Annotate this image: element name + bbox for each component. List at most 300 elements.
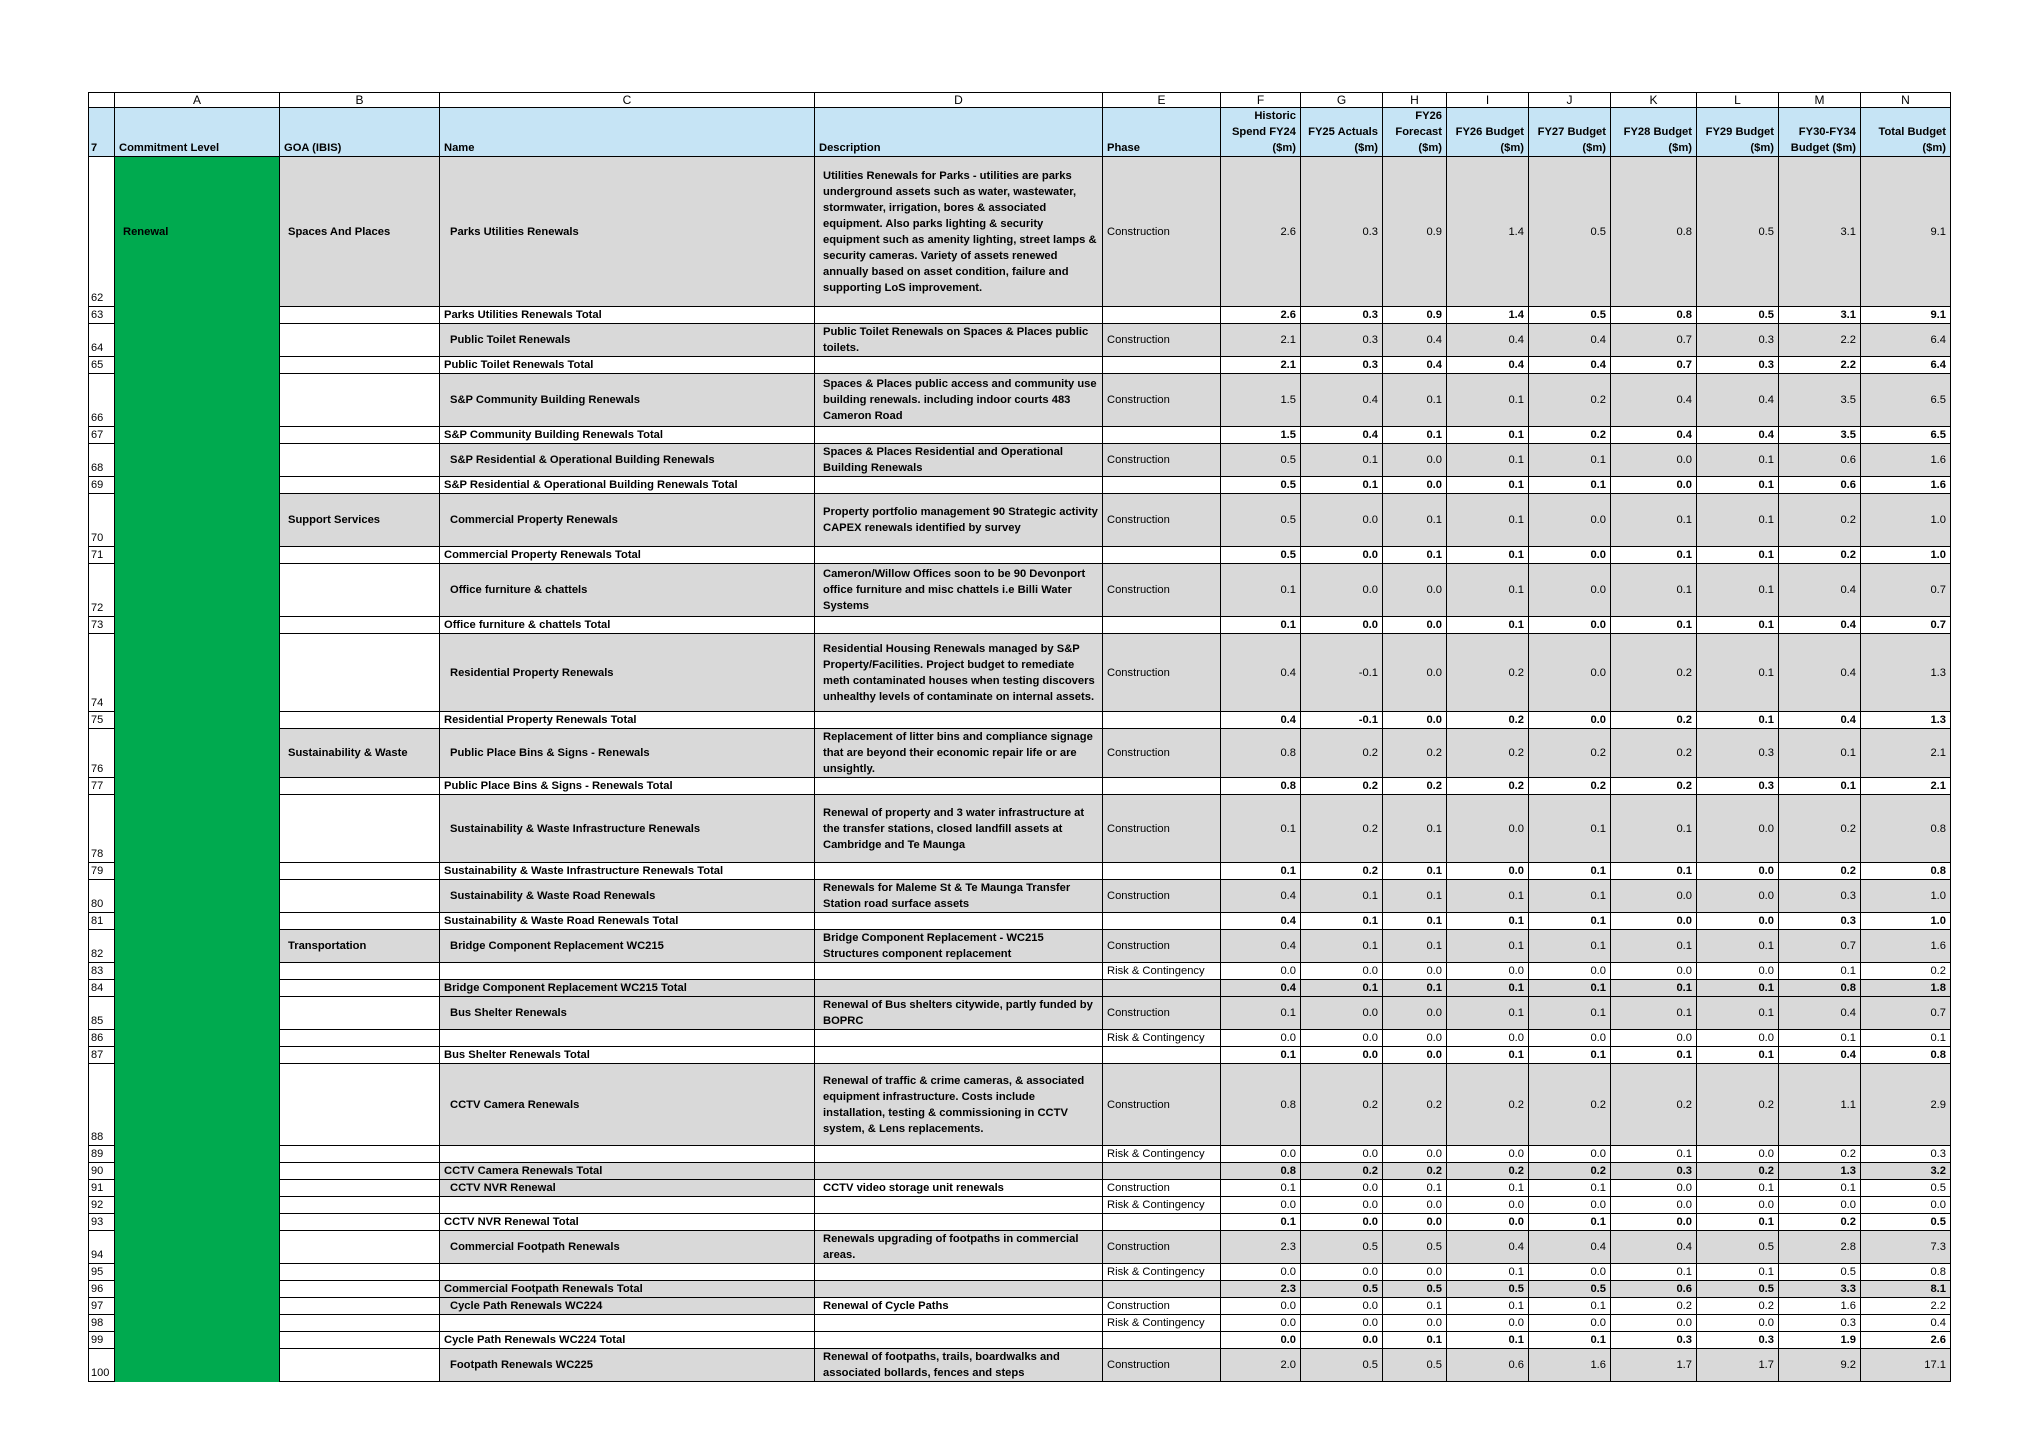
goa-cell[interactable] [280, 880, 440, 913]
value-cell[interactable]: 0.0 [1221, 1315, 1301, 1332]
value-cell[interactable]: 0.4 [1221, 880, 1301, 913]
row-number[interactable]: 65 [89, 357, 115, 374]
phase-cell[interactable] [1103, 778, 1221, 795]
row-number[interactable]: 87 [89, 1047, 115, 1064]
value-cell[interactable]: 0.4 [1221, 930, 1301, 963]
name-cell[interactable]: Bridge Component Replacement WC215 Total [440, 980, 815, 997]
value-cell[interactable]: 0.5 [1301, 1281, 1383, 1298]
goa-cell[interactable] [280, 863, 440, 880]
value-cell[interactable]: 0.1 [1611, 795, 1697, 863]
row-number[interactable]: 85 [89, 997, 115, 1030]
phase-cell[interactable] [1103, 1047, 1221, 1064]
phase-cell[interactable]: Construction [1103, 374, 1221, 427]
header-cell[interactable]: FY29 Budget ($m) [1697, 108, 1779, 157]
name-cell[interactable] [440, 1197, 815, 1214]
phase-cell[interactable]: Construction [1103, 1349, 1221, 1382]
commitment-level-cell[interactable] [115, 307, 280, 324]
name-cell[interactable]: S&P Community Building Renewals [440, 374, 815, 427]
row-number[interactable]: 75 [89, 712, 115, 729]
value-cell[interactable]: 0.0 [1301, 1315, 1383, 1332]
phase-cell[interactable]: Construction [1103, 1231, 1221, 1264]
value-cell[interactable]: 0.1 [1611, 564, 1697, 617]
value-cell[interactable]: 0.0 [1611, 444, 1697, 477]
value-cell[interactable]: 0.2 [1611, 1298, 1697, 1315]
value-cell[interactable]: 0.1 [1301, 913, 1383, 930]
value-cell[interactable]: 0.0 [1447, 1214, 1529, 1231]
description-cell[interactable] [815, 357, 1103, 374]
value-cell[interactable]: 0.2 [1611, 712, 1697, 729]
value-cell[interactable]: 0.1 [1529, 477, 1611, 494]
value-cell[interactable]: 0.0 [1383, 1315, 1447, 1332]
goa-cell[interactable] [280, 1064, 440, 1146]
value-cell[interactable]: 0.0 [1861, 1197, 1951, 1214]
goa-cell[interactable]: Spaces And Places [280, 157, 440, 307]
value-cell[interactable]: 0.0 [1697, 880, 1779, 913]
value-cell[interactable]: 0.6 [1447, 1349, 1529, 1382]
value-cell[interactable]: 0.0 [1529, 1315, 1611, 1332]
row-number[interactable]: 84 [89, 980, 115, 997]
value-cell[interactable]: 0.1 [1383, 795, 1447, 863]
value-cell[interactable]: 0.8 [1221, 778, 1301, 795]
name-cell[interactable] [440, 963, 815, 980]
value-cell[interactable]: 0.2 [1301, 1163, 1383, 1180]
value-cell[interactable]: 0.4 [1529, 357, 1611, 374]
goa-cell[interactable] [280, 564, 440, 617]
value-cell[interactable]: 0.1 [1611, 980, 1697, 997]
value-cell[interactable]: 0.1 [1529, 863, 1611, 880]
value-cell[interactable]: 0.3 [1779, 913, 1861, 930]
commitment-level-cell[interactable] [115, 564, 280, 617]
value-cell[interactable]: 2.1 [1861, 729, 1951, 778]
header-cell[interactable]: GOA (IBIS) [280, 108, 440, 157]
name-cell[interactable]: CCTV Camera Renewals Total [440, 1163, 815, 1180]
value-cell[interactable]: 0.4 [1861, 1315, 1951, 1332]
value-cell[interactable]: 0.6 [1779, 477, 1861, 494]
row-number[interactable]: 89 [89, 1146, 115, 1163]
value-cell[interactable]: 0.0 [1697, 1146, 1779, 1163]
value-cell[interactable]: 0.0 [1447, 1030, 1529, 1047]
value-cell[interactable]: 2.8 [1779, 1231, 1861, 1264]
row-number[interactable]: 77 [89, 778, 115, 795]
name-cell[interactable]: Bridge Component Replacement WC215 [440, 930, 815, 963]
value-cell[interactable]: 0.0 [1301, 564, 1383, 617]
value-cell[interactable]: 0.4 [1779, 1047, 1861, 1064]
value-cell[interactable]: 0.1 [1697, 477, 1779, 494]
value-cell[interactable]: 0.0 [1301, 547, 1383, 564]
value-cell[interactable]: 9.1 [1861, 157, 1951, 307]
value-cell[interactable]: 0.0 [1447, 863, 1529, 880]
value-cell[interactable]: 0.1 [1611, 547, 1697, 564]
value-cell[interactable]: 0.2 [1779, 795, 1861, 863]
value-cell[interactable]: 0.1 [1529, 444, 1611, 477]
row-number[interactable]: 73 [89, 617, 115, 634]
header-cell[interactable]: Commitment Level [115, 108, 280, 157]
value-cell[interactable]: 1.6 [1861, 444, 1951, 477]
value-cell[interactable]: 0.2 [1529, 778, 1611, 795]
phase-cell[interactable] [1103, 357, 1221, 374]
value-cell[interactable]: 0.0 [1529, 1264, 1611, 1281]
value-cell[interactable]: 0.5 [1697, 1231, 1779, 1264]
description-cell[interactable] [815, 1281, 1103, 1298]
value-cell[interactable]: 0.1 [1529, 1298, 1611, 1315]
header-cell[interactable]: FY30-FY34 Budget ($m) [1779, 108, 1861, 157]
value-cell[interactable]: 0.4 [1697, 374, 1779, 427]
value-cell[interactable]: 0.1 [1447, 997, 1529, 1030]
value-cell[interactable]: 1.6 [1861, 930, 1951, 963]
value-cell[interactable]: 0.1 [1383, 1332, 1447, 1349]
row-number[interactable]: 64 [89, 324, 115, 357]
column-header-j[interactable]: J [1529, 93, 1611, 108]
value-cell[interactable]: 0.1 [1383, 494, 1447, 547]
goa-cell[interactable] [280, 1231, 440, 1264]
column-header-l[interactable]: L [1697, 93, 1779, 108]
value-cell[interactable]: 0.2 [1447, 1064, 1529, 1146]
value-cell[interactable]: 0.2 [1697, 1064, 1779, 1146]
value-cell[interactable]: 0.0 [1529, 564, 1611, 617]
description-cell[interactable]: Property portfolio management 90 Strategic activity CAPEX renewals identified by survey [815, 494, 1103, 547]
value-cell[interactable]: 6.5 [1861, 374, 1951, 427]
value-cell[interactable]: 0.1 [1529, 1332, 1611, 1349]
value-cell[interactable]: 2.1 [1221, 324, 1301, 357]
value-cell[interactable]: 0.2 [1447, 1163, 1529, 1180]
value-cell[interactable]: 0.2 [1383, 1064, 1447, 1146]
value-cell[interactable]: 0.5 [1529, 157, 1611, 307]
value-cell[interactable]: 0.7 [1861, 617, 1951, 634]
value-cell[interactable]: 0.7 [1779, 930, 1861, 963]
commitment-level-cell[interactable] [115, 1264, 280, 1281]
value-cell[interactable]: 0.1 [1611, 1264, 1697, 1281]
description-cell[interactable] [815, 427, 1103, 444]
value-cell[interactable]: 0.6 [1779, 444, 1861, 477]
value-cell[interactable]: 0.8 [1611, 157, 1697, 307]
description-cell[interactable] [815, 980, 1103, 997]
column-header-c[interactable]: C [440, 93, 815, 108]
value-cell[interactable]: 0.1 [1301, 930, 1383, 963]
row-number[interactable]: 99 [89, 1332, 115, 1349]
phase-cell[interactable]: Construction [1103, 1180, 1221, 1197]
value-cell[interactable]: 1.3 [1779, 1163, 1861, 1180]
commitment-level-cell[interactable] [115, 980, 280, 997]
commitment-level-cell[interactable] [115, 1349, 280, 1382]
name-cell[interactable]: Parks Utilities Renewals Total [440, 307, 815, 324]
value-cell[interactable]: 0.1 [1697, 980, 1779, 997]
value-cell[interactable]: 3.1 [1779, 307, 1861, 324]
value-cell[interactable]: 0.1 [1447, 980, 1529, 997]
value-cell[interactable]: 0.1 [1779, 778, 1861, 795]
value-cell[interactable]: 0.0 [1447, 963, 1529, 980]
value-cell[interactable]: 0.0 [1221, 1030, 1301, 1047]
row-number[interactable]: 92 [89, 1197, 115, 1214]
value-cell[interactable]: 0.0 [1447, 1146, 1529, 1163]
value-cell[interactable]: 1.6 [1529, 1349, 1611, 1382]
row-number[interactable]: 81 [89, 913, 115, 930]
name-cell[interactable]: Cycle Path Renewals WC224 Total [440, 1332, 815, 1349]
commitment-level-cell[interactable] [115, 324, 280, 357]
value-cell[interactable]: 0.7 [1611, 324, 1697, 357]
value-cell[interactable]: 0.0 [1383, 477, 1447, 494]
value-cell[interactable]: 0.0 [1611, 1197, 1697, 1214]
value-cell[interactable]: 0.0 [1221, 1332, 1301, 1349]
value-cell[interactable]: 0.7 [1861, 997, 1951, 1030]
description-cell[interactable] [815, 1315, 1103, 1332]
value-cell[interactable]: 0.1 [1383, 1298, 1447, 1315]
value-cell[interactable]: 0.2 [1529, 729, 1611, 778]
description-cell[interactable] [815, 1030, 1103, 1047]
row-number[interactable]: 100 [89, 1349, 115, 1382]
name-cell[interactable] [440, 1315, 815, 1332]
value-cell[interactable]: 0.0 [1301, 1214, 1383, 1231]
value-cell[interactable]: 0.1 [1697, 997, 1779, 1030]
phase-cell[interactable]: Construction [1103, 494, 1221, 547]
description-cell[interactable] [815, 1047, 1103, 1064]
goa-cell[interactable] [280, 913, 440, 930]
value-cell[interactable]: 1.1 [1779, 1064, 1861, 1146]
value-cell[interactable]: 0.1 [1447, 477, 1529, 494]
value-cell[interactable]: 0.0 [1221, 1264, 1301, 1281]
goa-cell[interactable] [280, 1146, 440, 1163]
value-cell[interactable]: 0.1 [1611, 1047, 1697, 1064]
value-cell[interactable]: 0.2 [1301, 863, 1383, 880]
value-cell[interactable]: 0.0 [1611, 913, 1697, 930]
value-cell[interactable]: 0.7 [1611, 357, 1697, 374]
value-cell[interactable]: 0.0 [1611, 963, 1697, 980]
value-cell[interactable]: 0.5 [1697, 157, 1779, 307]
description-cell[interactable]: Renewal of footpaths, trails, boardwalks and associated bollards, fences and steps [815, 1349, 1103, 1382]
value-cell[interactable]: 2.1 [1221, 357, 1301, 374]
commitment-level-cell[interactable] [115, 963, 280, 980]
commitment-level-cell[interactable] [115, 374, 280, 427]
value-cell[interactable]: 0.0 [1221, 1197, 1301, 1214]
value-cell[interactable]: 0.1 [1447, 913, 1529, 930]
value-cell[interactable]: 0.4 [1221, 913, 1301, 930]
value-cell[interactable]: 0.0 [1383, 617, 1447, 634]
value-cell[interactable]: 0.1 [1301, 980, 1383, 997]
goa-cell[interactable] [280, 1264, 440, 1281]
column-header-d[interactable]: D [815, 93, 1103, 108]
row-number[interactable]: 94 [89, 1231, 115, 1264]
value-cell[interactable]: 0.0 [1529, 1197, 1611, 1214]
value-cell[interactable]: 0.1 [1301, 880, 1383, 913]
name-cell[interactable]: Cycle Path Renewals WC224 [440, 1298, 815, 1315]
value-cell[interactable]: 0.1 [1529, 1047, 1611, 1064]
value-cell[interactable]: -0.1 [1301, 634, 1383, 712]
value-cell[interactable]: 0.1 [1697, 617, 1779, 634]
value-cell[interactable]: 0.0 [1383, 997, 1447, 1030]
description-cell[interactable]: Residential Housing Renewals managed by S&P Property/Facilities. Project budget to remediate meth contaminated houses when testing discovers unhealthy levels of contaminate on internal assets. [815, 634, 1103, 712]
name-cell[interactable]: CCTV Camera Renewals [440, 1064, 815, 1146]
column-header-e[interactable]: E [1103, 93, 1221, 108]
goa-cell[interactable] [280, 1163, 440, 1180]
value-cell[interactable]: 1.6 [1861, 477, 1951, 494]
value-cell[interactable]: 0.1 [1221, 795, 1301, 863]
value-cell[interactable]: 0.1 [1447, 1298, 1529, 1315]
goa-cell[interactable] [280, 997, 440, 1030]
value-cell[interactable]: 0.2 [1779, 863, 1861, 880]
value-cell[interactable]: 0.1 [1611, 930, 1697, 963]
value-cell[interactable]: 6.5 [1861, 427, 1951, 444]
goa-cell[interactable]: Support Services [280, 494, 440, 547]
commitment-level-cell[interactable] [115, 357, 280, 374]
value-cell[interactable]: 0.5 [1383, 1349, 1447, 1382]
value-cell[interactable]: 0.1 [1529, 913, 1611, 930]
row-number[interactable]: 83 [89, 963, 115, 980]
phase-cell[interactable] [1103, 307, 1221, 324]
value-cell[interactable]: 0.3 [1611, 1163, 1697, 1180]
description-cell[interactable] [815, 477, 1103, 494]
value-cell[interactable]: 0.1 [1529, 1214, 1611, 1231]
column-header-f[interactable]: F [1221, 93, 1301, 108]
value-cell[interactable]: 0.0 [1383, 1214, 1447, 1231]
value-cell[interactable]: 0.0 [1529, 712, 1611, 729]
header-cell[interactable]: FY28 Budget ($m) [1611, 108, 1697, 157]
value-cell[interactable]: 0.1 [1529, 930, 1611, 963]
value-cell[interactable]: 0.1 [1697, 930, 1779, 963]
value-cell[interactable]: 0.0 [1447, 1197, 1529, 1214]
value-cell[interactable]: 0.0 [1301, 1030, 1383, 1047]
description-cell[interactable]: Renewals for Maleme St & Te Maunga Transfer Station road surface assets [815, 880, 1103, 913]
phase-cell[interactable] [1103, 1163, 1221, 1180]
value-cell[interactable]: 0.5 [1221, 444, 1301, 477]
commitment-level-cell[interactable] [115, 1064, 280, 1146]
description-cell[interactable]: Spaces & Places Residential and Operational Building Renewals [815, 444, 1103, 477]
phase-cell[interactable]: Construction [1103, 634, 1221, 712]
value-cell[interactable]: 0.9 [1383, 307, 1447, 324]
commitment-level-cell[interactable] [115, 1197, 280, 1214]
value-cell[interactable]: 0.1 [1697, 1180, 1779, 1197]
description-cell[interactable] [815, 913, 1103, 930]
row-number[interactable]: 74 [89, 634, 115, 712]
phase-cell[interactable]: Construction [1103, 729, 1221, 778]
value-cell[interactable]: 0.1 [1447, 427, 1529, 444]
value-cell[interactable]: 1.7 [1611, 1349, 1697, 1382]
select-all-corner[interactable] [89, 93, 115, 108]
value-cell[interactable]: 0.2 [1447, 729, 1529, 778]
value-cell[interactable]: 7.3 [1861, 1231, 1951, 1264]
value-cell[interactable]: 0.4 [1447, 357, 1529, 374]
value-cell[interactable]: 2.0 [1221, 1349, 1301, 1382]
name-cell[interactable]: Commercial Footpath Renewals Total [440, 1281, 815, 1298]
value-cell[interactable]: 0.4 [1221, 712, 1301, 729]
value-cell[interactable]: 2.2 [1779, 357, 1861, 374]
goa-cell[interactable] [280, 1332, 440, 1349]
value-cell[interactable]: 0.0 [1529, 494, 1611, 547]
name-cell[interactable]: S&P Residential & Operational Building Renewals Total [440, 477, 815, 494]
value-cell[interactable]: 0.1 [1301, 477, 1383, 494]
phase-cell[interactable]: Risk & Contingency [1103, 963, 1221, 980]
goa-cell[interactable] [280, 1180, 440, 1197]
value-cell[interactable]: 0.0 [1301, 1180, 1383, 1197]
phase-cell[interactable] [1103, 913, 1221, 930]
value-cell[interactable]: 0.2 [1611, 1064, 1697, 1146]
value-cell[interactable]: 0.4 [1611, 1231, 1697, 1264]
value-cell[interactable]: 0.1 [1447, 1047, 1529, 1064]
value-cell[interactable]: 0.0 [1611, 1214, 1697, 1231]
value-cell[interactable]: 0.5 [1383, 1281, 1447, 1298]
value-cell[interactable]: 0.1 [1611, 863, 1697, 880]
value-cell[interactable]: 0.0 [1611, 1315, 1697, 1332]
phase-cell[interactable]: Construction [1103, 795, 1221, 863]
name-cell[interactable]: Public Toilet Renewals Total [440, 357, 815, 374]
value-cell[interactable]: 2.1 [1861, 778, 1951, 795]
phase-cell[interactable] [1103, 477, 1221, 494]
value-cell[interactable]: 0.0 [1611, 1180, 1697, 1197]
value-cell[interactable]: 0.0 [1697, 795, 1779, 863]
value-cell[interactable]: 0.2 [1779, 547, 1861, 564]
phase-cell[interactable] [1103, 427, 1221, 444]
value-cell[interactable]: 0.8 [1611, 307, 1697, 324]
name-cell[interactable]: Office furniture & chattels Total [440, 617, 815, 634]
phase-cell[interactable] [1103, 980, 1221, 997]
value-cell[interactable]: 0.3 [1301, 157, 1383, 307]
value-cell[interactable]: 0.4 [1447, 1231, 1529, 1264]
value-cell[interactable]: 1.0 [1861, 913, 1951, 930]
value-cell[interactable]: 0.1 [1697, 444, 1779, 477]
value-cell[interactable]: 0.0 [1611, 477, 1697, 494]
value-cell[interactable]: 0.2 [1301, 729, 1383, 778]
value-cell[interactable]: 0.1 [1301, 444, 1383, 477]
value-cell[interactable]: 2.9 [1861, 1064, 1951, 1146]
commitment-level-cell[interactable] [115, 795, 280, 863]
value-cell[interactable]: 0.0 [1447, 795, 1529, 863]
value-cell[interactable]: 0.5 [1221, 494, 1301, 547]
value-cell[interactable]: 17.1 [1861, 1349, 1951, 1382]
value-cell[interactable]: 0.5 [1861, 1180, 1951, 1197]
value-cell[interactable]: 0.2 [1611, 778, 1697, 795]
value-cell[interactable]: 0.0 [1529, 634, 1611, 712]
goa-cell[interactable] [280, 1030, 440, 1047]
value-cell[interactable]: 0.1 [1697, 1047, 1779, 1064]
value-cell[interactable]: 0.2 [1383, 729, 1447, 778]
commitment-level-cell[interactable] [115, 913, 280, 930]
value-cell[interactable]: 0.1 [1221, 617, 1301, 634]
value-cell[interactable]: 0.1 [1697, 547, 1779, 564]
description-cell[interactable]: Renewal of property and 3 water infrastructure at the transfer stations, closed landfill assets at Cambridge and Te Maunga [815, 795, 1103, 863]
value-cell[interactable]: 0.1 [1697, 564, 1779, 617]
phase-cell[interactable]: Construction [1103, 997, 1221, 1030]
name-cell[interactable]: S&P Residential & Operational Building Renewals [440, 444, 815, 477]
value-cell[interactable]: 0.0 [1301, 617, 1383, 634]
description-cell[interactable] [815, 547, 1103, 564]
phase-cell[interactable]: Construction [1103, 930, 1221, 963]
phase-cell[interactable]: Construction [1103, 1064, 1221, 1146]
name-cell[interactable]: Sustainability & Waste Road Renewals Total [440, 913, 815, 930]
description-cell[interactable] [815, 1332, 1103, 1349]
row-number[interactable]: 97 [89, 1298, 115, 1315]
value-cell[interactable]: 3.5 [1779, 427, 1861, 444]
value-cell[interactable]: 0.0 [1301, 1264, 1383, 1281]
value-cell[interactable]: 0.1 [1779, 1180, 1861, 1197]
value-cell[interactable]: 3.3 [1779, 1281, 1861, 1298]
name-cell[interactable]: S&P Community Building Renewals Total [440, 427, 815, 444]
column-header-i[interactable]: I [1447, 93, 1529, 108]
value-cell[interactable]: 0.4 [1779, 564, 1861, 617]
name-cell[interactable]: Footpath Renewals WC225 [440, 1349, 815, 1382]
value-cell[interactable]: 0.4 [1529, 324, 1611, 357]
value-cell[interactable]: 0.0 [1611, 1030, 1697, 1047]
value-cell[interactable]: 1.3 [1861, 712, 1951, 729]
phase-cell[interactable]: Construction [1103, 444, 1221, 477]
value-cell[interactable]: 0.4 [1779, 712, 1861, 729]
value-cell[interactable]: 0.1 [1611, 997, 1697, 1030]
value-cell[interactable]: 0.3 [1779, 1315, 1861, 1332]
commitment-level-cell[interactable] [115, 477, 280, 494]
header-cell[interactable]: FY26 Forecast ($m) [1383, 108, 1447, 157]
description-cell[interactable]: Public Toilet Renewals on Spaces & Places public toilets. [815, 324, 1103, 357]
commitment-level-cell[interactable] [115, 1146, 280, 1163]
row-number[interactable]: 95 [89, 1264, 115, 1281]
row-number[interactable]: 93 [89, 1214, 115, 1231]
value-cell[interactable]: -0.1 [1301, 712, 1383, 729]
